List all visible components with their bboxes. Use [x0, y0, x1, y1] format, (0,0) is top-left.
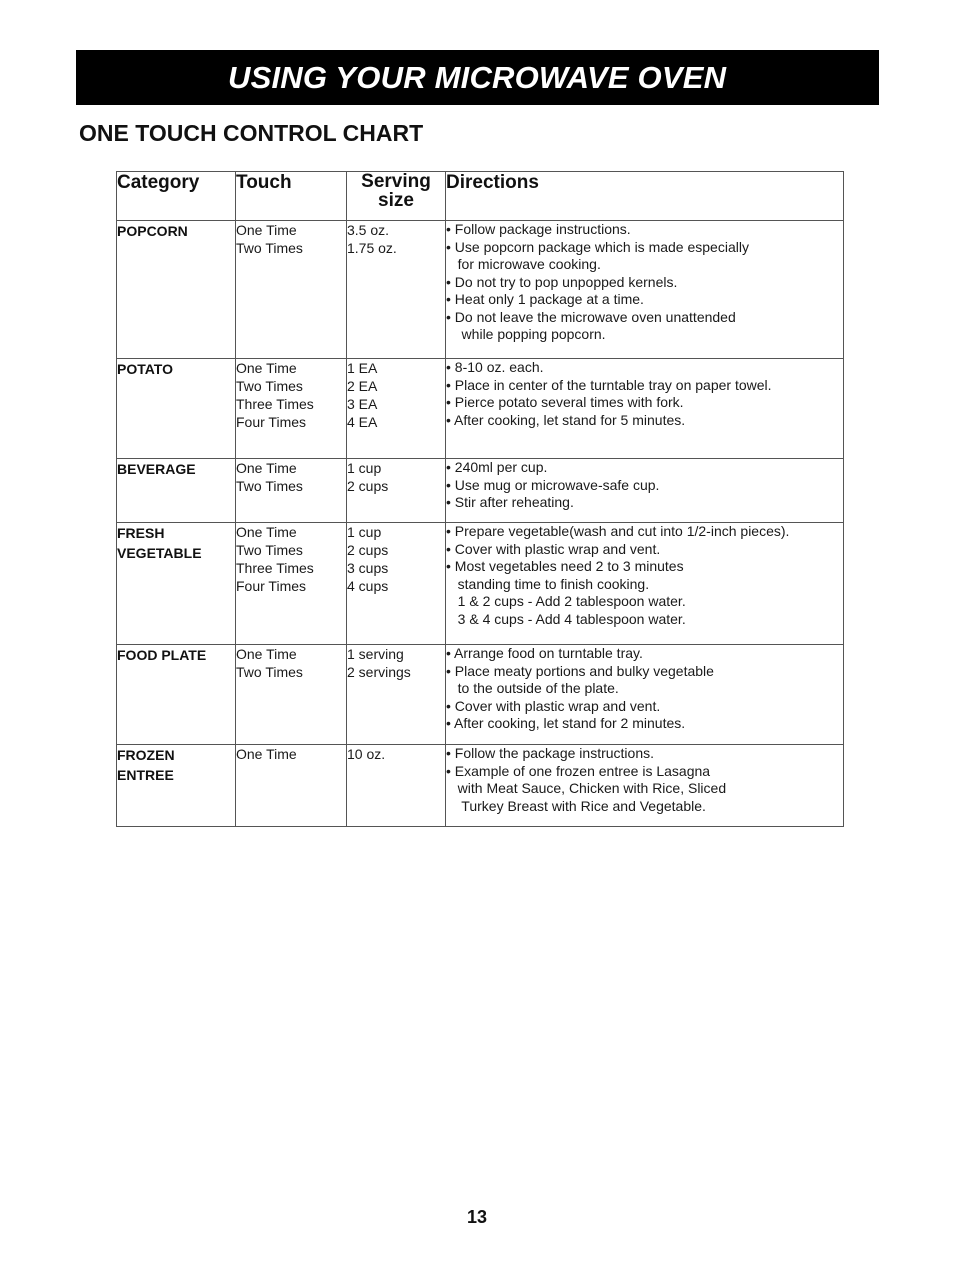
touch-option: Two Times — [236, 378, 303, 394]
category-label: VEGETABLE — [117, 545, 202, 561]
column-header-serving-line1: Serving — [361, 171, 431, 192]
one-touch-control-chart — [116, 171, 844, 827]
touch-option: One Time — [236, 460, 297, 476]
directions-cell — [446, 359, 844, 459]
touch-option: Two Times — [236, 478, 303, 494]
direction-line: • Use popcorn package which is made especially — [446, 238, 749, 255]
page-number: 13 — [466, 1207, 488, 1227]
table-row — [117, 645, 844, 745]
table-body — [117, 221, 844, 827]
section-title: ONE TOUCH CONTROL CHART — [79, 120, 424, 146]
direction-line: • After cooking, let stand for 5 minutes. — [446, 411, 686, 428]
directions-cell — [446, 523, 844, 645]
table-row — [117, 459, 844, 523]
direction-line: • 240ml per cup. — [446, 459, 548, 475]
column-header-serving-size — [347, 172, 446, 221]
direction-line: • Heat only 1 package at a time. — [446, 291, 644, 307]
serving-size: 1 cup — [347, 460, 382, 476]
serving-size: 2 servings — [347, 664, 411, 680]
serving-size: 1 serving — [347, 646, 404, 662]
column-header-serving-line2: size — [378, 190, 414, 211]
serving-size: 1.75 oz. — [347, 240, 397, 256]
directions-cell — [446, 459, 844, 523]
directions-cell — [446, 645, 844, 745]
direction-line: • Place meaty portions and bulky vegetable — [446, 662, 714, 679]
touch-cell — [236, 523, 347, 645]
direction-line: • Pierce potato several times with fork. — [446, 394, 684, 410]
directions-cell — [446, 745, 844, 827]
direction-line: • 8-10 oz. each. — [446, 359, 544, 375]
column-header-directions: Directions — [446, 172, 844, 221]
category-label: FOOD PLATE — [117, 647, 207, 663]
serving-size: 4 EA — [347, 414, 378, 430]
direction-line: • Do not leave the microwave oven unattended — [446, 308, 736, 325]
category-label: POPCORN — [117, 223, 188, 239]
direction-line: • Example of one frozen entree is Lasagna — [446, 762, 711, 779]
direction-line: • Arrange food on turntable tray. — [446, 645, 643, 661]
touch-option: One Time — [236, 646, 297, 662]
direction-line: to the outside of the plate. — [446, 680, 619, 696]
table-row — [117, 523, 844, 645]
direction-line: • Cover with plastic wrap and vent. — [446, 697, 661, 714]
serving-size: 1 cup — [347, 524, 382, 540]
category-cell — [117, 523, 236, 645]
direction-line: 1 & 2 cups - Add 2 tablespoon water. — [446, 593, 686, 609]
category-label: FRESH — [117, 525, 165, 541]
category-cell — [117, 359, 236, 459]
touch-cell — [236, 645, 347, 745]
direction-line: • Cover with plastic wrap and vent. — [446, 540, 661, 557]
category-label: POTATO — [117, 361, 173, 377]
serving-cell — [347, 359, 446, 459]
direction-line: • Do not try to pop unpopped kernels. — [446, 273, 678, 290]
direction-line: for microwave cooking. — [446, 256, 601, 272]
column-header-touch: Touch — [236, 172, 347, 221]
direction-line: • Use mug or microwave-safe cup. — [446, 476, 660, 493]
serving-cell — [347, 745, 446, 827]
direction-line: • Prepare vegetable(wash and cut into 1/2-inch pieces). — [446, 523, 790, 539]
table-row — [117, 221, 844, 359]
direction-line: while popping popcorn. — [446, 326, 606, 342]
direction-line: 3 & 4 cups - Add 4 tablespoon water. — [446, 610, 686, 627]
serving-size: 4 cups — [347, 578, 389, 594]
touch-cell — [236, 221, 347, 359]
direction-line: • Most vegetables need 2 to 3 minutes — [446, 558, 684, 574]
serving-size: 1 EA — [347, 360, 378, 376]
category-label: BEVERAGE — [117, 461, 196, 477]
column-header-category: Category — [117, 172, 236, 221]
touch-option: Two Times — [236, 664, 303, 680]
direction-line: • Follow package instructions. — [446, 221, 631, 237]
touch-option: Three Times — [236, 396, 314, 412]
touch-option: One Time — [236, 222, 297, 238]
touch-cell — [236, 359, 347, 459]
table-row — [117, 745, 844, 827]
serving-size: 2 cups — [347, 478, 389, 494]
touch-option: One Time — [236, 524, 297, 540]
touch-option: One Time — [236, 746, 297, 762]
category-label: ENTREE — [117, 767, 174, 783]
table-row — [117, 359, 844, 459]
header-bar — [76, 50, 879, 105]
direction-line: • Stir after reheating. — [446, 494, 574, 510]
direction-line: Turkey Breast with Rice and Vegetable. — [446, 797, 706, 814]
serving-cell — [347, 221, 446, 359]
serving-size: 3.5 oz. — [347, 222, 390, 238]
serving-size: 3 EA — [347, 396, 378, 412]
touch-option: Two Times — [236, 240, 303, 256]
serving-size: 2 cups — [347, 542, 389, 558]
page-title: USING YOUR MICROWAVE OVEN — [228, 60, 727, 95]
table-header-row — [117, 172, 844, 221]
serving-cell — [347, 459, 446, 523]
serving-size: 3 cups — [347, 560, 389, 576]
touch-option: Four Times — [236, 414, 307, 430]
direction-line: standing time to finish cooking. — [446, 575, 650, 592]
category-cell — [117, 645, 236, 745]
category-cell — [117, 459, 236, 523]
direction-line: with Meat Sauce, Chicken with Rice, Sliced — [446, 780, 727, 796]
serving-cell — [347, 523, 446, 645]
touch-cell — [236, 745, 347, 827]
touch-option: One Time — [236, 360, 297, 376]
directions-cell — [446, 221, 844, 359]
touch-option: Four Times — [236, 578, 307, 594]
category-cell — [117, 221, 236, 359]
direction-line: • After cooking, let stand for 2 minutes. — [446, 715, 686, 731]
category-label: FROZEN — [117, 747, 175, 763]
touch-option: Two Times — [236, 542, 303, 558]
touch-cell — [236, 459, 347, 523]
serving-cell — [347, 645, 446, 745]
serving-size: 2 EA — [347, 378, 378, 394]
serving-size: 10 oz. — [347, 746, 386, 762]
direction-line: • Place in center of the turntable tray on paper towel. — [446, 376, 772, 393]
direction-line: • Follow the package instructions. — [446, 745, 655, 761]
category-cell — [117, 745, 236, 827]
touch-option: Three Times — [236, 560, 314, 576]
